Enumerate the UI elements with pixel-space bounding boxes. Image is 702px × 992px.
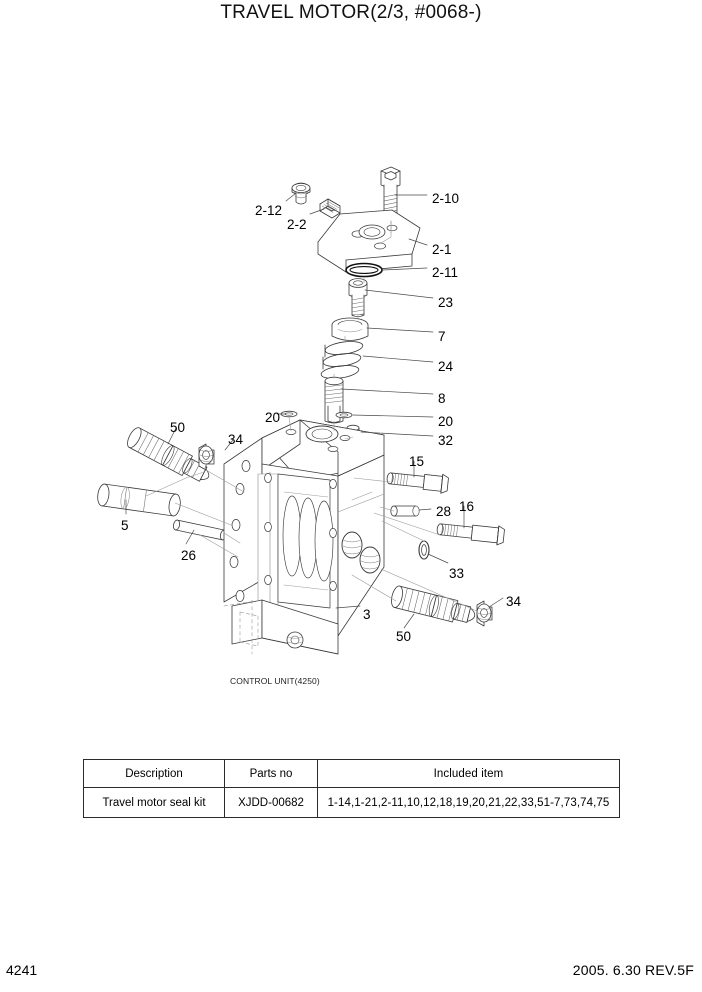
callout-33: 33	[449, 566, 465, 581]
callout-8: 8	[438, 391, 446, 406]
page-title: TRAVEL MOTOR(2/3, #0068-)	[220, 2, 482, 23]
callout-2-11: 2-11	[432, 265, 459, 280]
callout-2-2: 2-2	[287, 217, 307, 232]
callout-24: 24	[438, 359, 454, 374]
header-included-item: Included item	[318, 760, 620, 788]
callout-2-10: 2-10	[432, 191, 460, 206]
part-2-2-fitting	[320, 199, 340, 218]
part-28-pin	[391, 506, 419, 516]
part-2-12-plug	[292, 183, 310, 204]
part-15-hex-bolt	[386, 469, 449, 494]
part-50-cartridge-valve-lower	[389, 585, 477, 627]
header-parts-no: Parts no	[225, 760, 318, 788]
cell-parts-no: XJDD-00682	[225, 788, 318, 818]
callout-16: 16	[459, 499, 475, 514]
revision-date: 2005. 6.30 REV.5F	[572, 962, 694, 978]
part-3-control-unit-housing	[224, 420, 384, 654]
part-33-o-ring	[419, 541, 429, 559]
callout-34-right: 34	[506, 594, 522, 609]
part-24-coil-spring	[320, 339, 363, 380]
seal-kit-table	[83, 759, 620, 818]
part-2-1-cover-plate	[318, 210, 420, 272]
part-34-plug-left	[199, 444, 214, 470]
cell-description: Travel motor seal kit	[84, 788, 225, 818]
callout-23: 23	[438, 295, 454, 310]
cell-included-item: 1-14,1-21,2-11,10,12,18,19,20,21,22,33,51-7,73,74,75	[318, 788, 620, 818]
callout-15: 15	[409, 454, 425, 469]
part-5-sleeve	[96, 483, 181, 516]
table-header-row	[84, 760, 620, 788]
part-7-seat-washer	[332, 318, 368, 341]
callout-3: 3	[363, 607, 371, 622]
callout-20-left: 20	[265, 410, 281, 425]
part-34-plug-right	[477, 601, 492, 626]
callout-2-1: 2-1	[432, 242, 452, 257]
callout-26: 26	[181, 548, 197, 563]
callout-50-lower: 50	[396, 629, 412, 644]
callout-7: 7	[438, 329, 446, 344]
callout-32: 32	[438, 433, 454, 448]
header-description: Description	[84, 760, 225, 788]
callout-20-right: 20	[438, 414, 454, 429]
part-23-cap-screw	[349, 279, 367, 317]
callout-50-left: 50	[170, 420, 186, 435]
callout-2-12: 2-12	[255, 203, 283, 218]
part-26-dowel-pin	[173, 519, 228, 540]
part-20-washer-right	[336, 412, 352, 418]
page-number: 4241	[6, 962, 38, 978]
part-16-hex-bolt	[436, 520, 505, 546]
figure-caption: CONTROL UNIT(4250)	[230, 676, 320, 686]
callout-5: 5	[121, 518, 129, 533]
table-row	[84, 788, 620, 818]
part-2-11-o-ring	[346, 264, 382, 277]
callout-28: 28	[436, 504, 452, 519]
callout-34-left: 34	[228, 432, 244, 447]
